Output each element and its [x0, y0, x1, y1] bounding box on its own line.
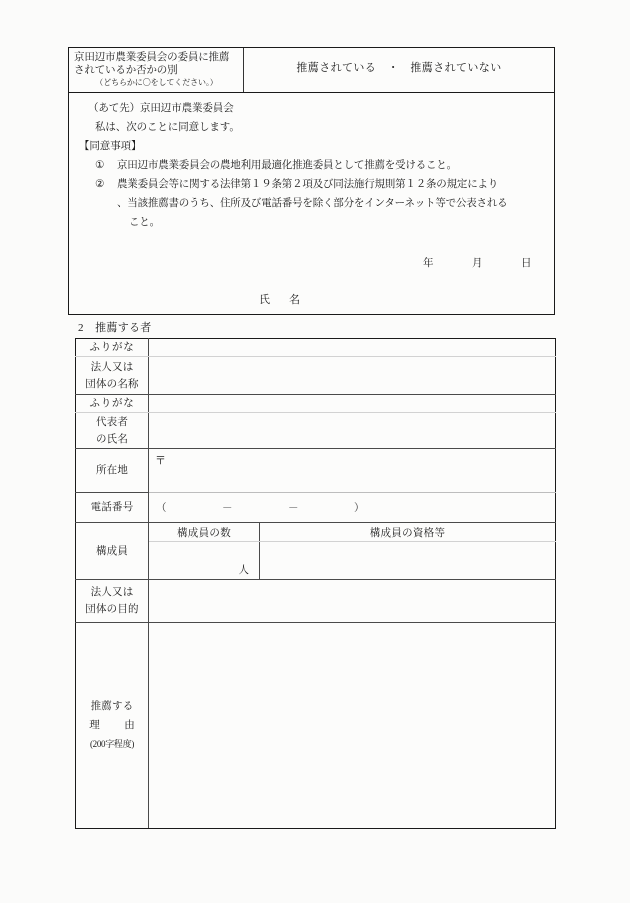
row-label-furigana-rep: ふりがな	[76, 395, 149, 413]
recommender-table	[75, 338, 556, 829]
day-label: 日	[521, 258, 532, 269]
row-label-members: 構成員	[76, 523, 149, 580]
recommendation-status-label-line1: 京田辺市農業委員会の委員に推薦	[74, 52, 230, 63]
agreement-item-2	[79, 175, 544, 232]
postal-code-mark: 〒	[155, 455, 166, 467]
recommendation-status-label-line2: されているか否かの別	[74, 65, 178, 76]
agreement-item-2-line1: 農業委員会等に関する法律第１９条第２項及び同法施行規則第１２条の規定により	[117, 179, 499, 190]
agreement-item-1-marker: ①	[95, 160, 105, 171]
agreement-item-2-text-block	[117, 175, 544, 232]
input-rep-name[interactable]	[149, 413, 556, 449]
agreement-heading: 【同意事項】	[79, 141, 142, 152]
input-members-qualification[interactable]	[260, 542, 556, 580]
agreement-item-2-line2: 、当該推薦書のうち、住所及び電話番号を除く部分をインターネット等で公表される	[117, 198, 508, 209]
members-count-header: 構成員の数	[149, 523, 260, 542]
members-qualification-header: 構成員の資格等	[260, 523, 556, 542]
members-count-unit: 人	[238, 565, 249, 576]
table-row	[76, 357, 556, 395]
row-label-reason	[76, 623, 149, 829]
row-label-rep-name-line2: の氏名	[95, 433, 129, 445]
input-reason[interactable]	[149, 623, 556, 829]
row-label-reason-line2: 理 由	[89, 720, 142, 731]
recommendation-status-options-text[interactable]: 推薦されている ・ 推薦されていない	[296, 62, 502, 74]
agreement-item-1	[79, 156, 544, 175]
date-entry-line[interactable]	[423, 255, 532, 270]
row-label-rep-name-line1: 代表者	[95, 416, 129, 428]
recommendation-status-options-cell[interactable]	[244, 48, 554, 92]
table-row	[76, 339, 556, 357]
intro-line: 私は、次のことに同意します。	[95, 122, 240, 133]
input-org-name[interactable]	[149, 357, 556, 395]
table-row	[76, 413, 556, 449]
consent-header-row	[69, 48, 554, 93]
consent-body	[69, 93, 554, 232]
row-label-furigana-org: ふりがな	[76, 339, 149, 357]
input-telephone[interactable]	[149, 493, 556, 523]
row-label-reason-line3: (200字程度)	[89, 739, 135, 749]
input-purpose[interactable]	[149, 580, 556, 623]
table-row	[76, 449, 556, 493]
row-label-reason-line1: 推薦する	[90, 701, 134, 712]
agreement-item-1-text: 京田辺市農業委員会の農地利用最適化推進委員として推薦を受けること。	[117, 160, 457, 171]
telephone-placeholder-text: （ － － ）	[156, 503, 365, 514]
row-label-org-name-line1: 法人又は	[90, 361, 134, 373]
input-furigana-rep[interactable]	[149, 395, 556, 413]
input-address[interactable]	[149, 449, 556, 493]
circle-instruction-note: （どちらかに〇をしてください。）	[95, 78, 218, 87]
section2-heading: 2 推薦する者	[78, 322, 152, 334]
table-row	[76, 395, 556, 413]
year-label: 年	[423, 258, 434, 269]
input-furigana-org[interactable]	[149, 339, 556, 357]
table-row	[76, 523, 556, 542]
signature-name-label[interactable]: 氏 名	[259, 294, 304, 306]
table-row	[76, 493, 556, 523]
row-label-purpose-line1: 法人又は	[90, 587, 134, 598]
row-label-rep-name	[76, 413, 149, 449]
row-label-purpose	[76, 580, 149, 623]
row-label-telephone: 電話番号	[76, 493, 149, 523]
table-row	[76, 623, 556, 829]
month-label: 月	[472, 258, 483, 269]
agreement-item-2-line3: こと。	[129, 217, 160, 228]
addressee-line: （あて先）京田辺市農業委員会	[88, 103, 234, 114]
table-row	[76, 580, 556, 623]
input-members-count[interactable]	[149, 542, 260, 580]
row-label-purpose-line2: 団体の目的	[85, 604, 139, 615]
consent-box	[68, 47, 555, 315]
recommendation-status-label-cell	[69, 48, 244, 92]
agreement-item-2-marker: ②	[95, 179, 105, 190]
row-label-org-name	[76, 357, 149, 395]
row-label-org-name-line2: 団体の名称	[85, 378, 139, 390]
row-label-address: 所在地	[76, 449, 149, 493]
